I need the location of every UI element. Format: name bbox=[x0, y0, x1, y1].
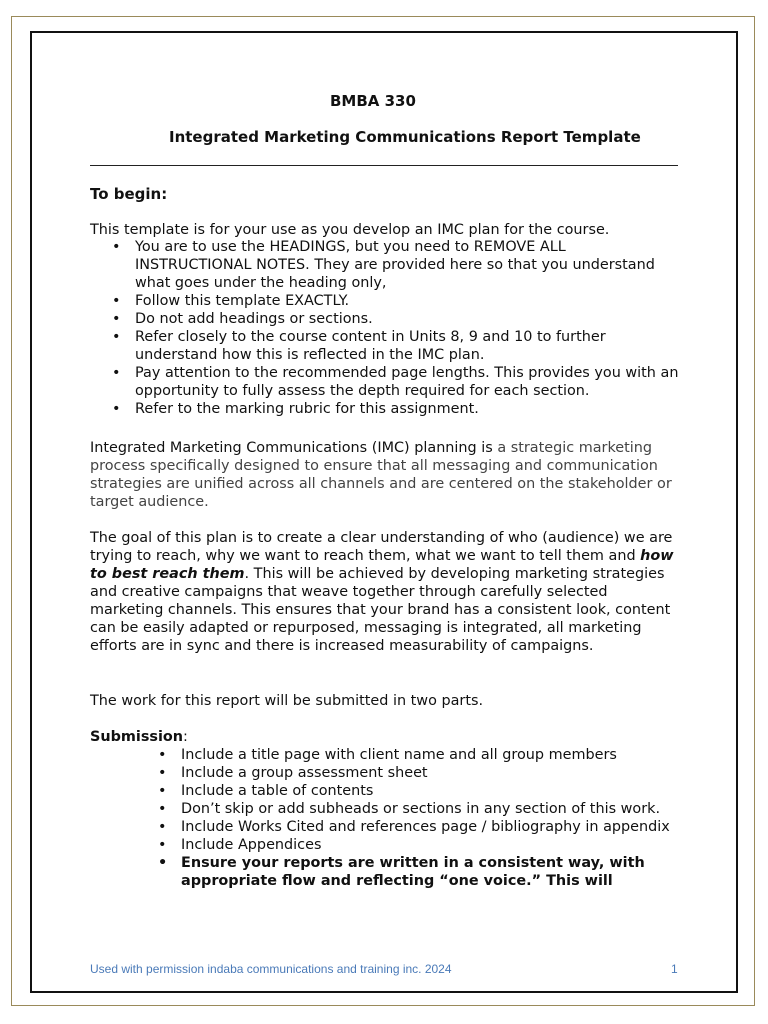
submission-list bbox=[156, 746, 676, 890]
list-item: • Include a table of contents bbox=[156, 782, 676, 800]
submission-label: Submission bbox=[90, 729, 184, 745]
list-item: • Don’t skip or add subheads or sections in any section of this work. bbox=[156, 800, 676, 818]
list-item-emphasis: • Ensure your reports are written in a consistent way, with appropriate flow and reflecting “one voice.” This will bbox=[156, 854, 676, 890]
list-item: • Follow this template EXACTLY. bbox=[110, 292, 680, 310]
course-code: BMBA 330 bbox=[330, 92, 416, 110]
goal-text-before: The goal of this plan is to create a clear understanding of who (audience) we are trying to reach, why we want to reach them, what we want to tell them and bbox=[90, 530, 673, 564]
list-item: • Include a group assessment sheet bbox=[156, 764, 676, 782]
submission-heading bbox=[90, 728, 680, 746]
list-item: • Include Works Cited and references page / bibliography in appendix bbox=[156, 818, 676, 836]
goal-text-after: . This will be achieved by developing marketing strategies and creative campaigns that weave together through carefully selected marketing channels. This ensures that your brand has a consistent look, content can be easily adapted or repurposed, messaging is integrated, all marketing efforts are in sync and there is increased measurability of campaigns. bbox=[90, 566, 671, 654]
instruction-list bbox=[110, 238, 680, 418]
page-number: 1 bbox=[671, 962, 678, 976]
imc-definition: a strategic marketing process specifically designed to ensure that all messaging and communication strategies are unified across all channels and are centered on the stakeholder or target audience. bbox=[90, 440, 672, 510]
list-item: • Pay attention to the recommended page lengths. This provides you with an opportunity to fully assess the depth required for each section. bbox=[110, 364, 680, 400]
goal-emphasis: how to best reach them bbox=[90, 548, 674, 582]
list-item: • Include a title page with client name and all group members bbox=[156, 746, 676, 764]
section-heading-to-begin: To begin: bbox=[90, 185, 168, 203]
submission-colon: : bbox=[183, 729, 188, 745]
title-divider bbox=[90, 165, 678, 166]
list-item: • Include Appendices bbox=[156, 836, 676, 854]
submission-parts-paragraph: The work for this report will be submitted in two parts. bbox=[90, 693, 484, 709]
imc-definition-paragraph bbox=[90, 439, 680, 511]
goal-paragraph bbox=[90, 529, 680, 655]
intro-paragraph: This template is for your use as you develop an IMC plan for the course. bbox=[90, 222, 610, 238]
list-item: • Do not add headings or sections. bbox=[110, 310, 680, 328]
list-item: • Refer closely to the course content in Units 8, 9 and 10 to further understand how this is reflected in the IMC plan. bbox=[110, 328, 680, 364]
list-item: • Refer to the marking rubric for this assignment. bbox=[110, 400, 680, 418]
imc-lead: Integrated Marketing Communications (IMC) planning is bbox=[90, 440, 493, 456]
list-item: • You are to use the HEADINGS, but you need to REMOVE ALL INSTRUCTIONAL NOTES. They are provided here so that you understand what goes under the heading only, bbox=[110, 238, 680, 292]
footer-credit: Used with permission indaba communications and training inc. 2024 bbox=[90, 962, 452, 976]
document-title: Integrated Marketing Communications Report Template bbox=[169, 128, 641, 146]
